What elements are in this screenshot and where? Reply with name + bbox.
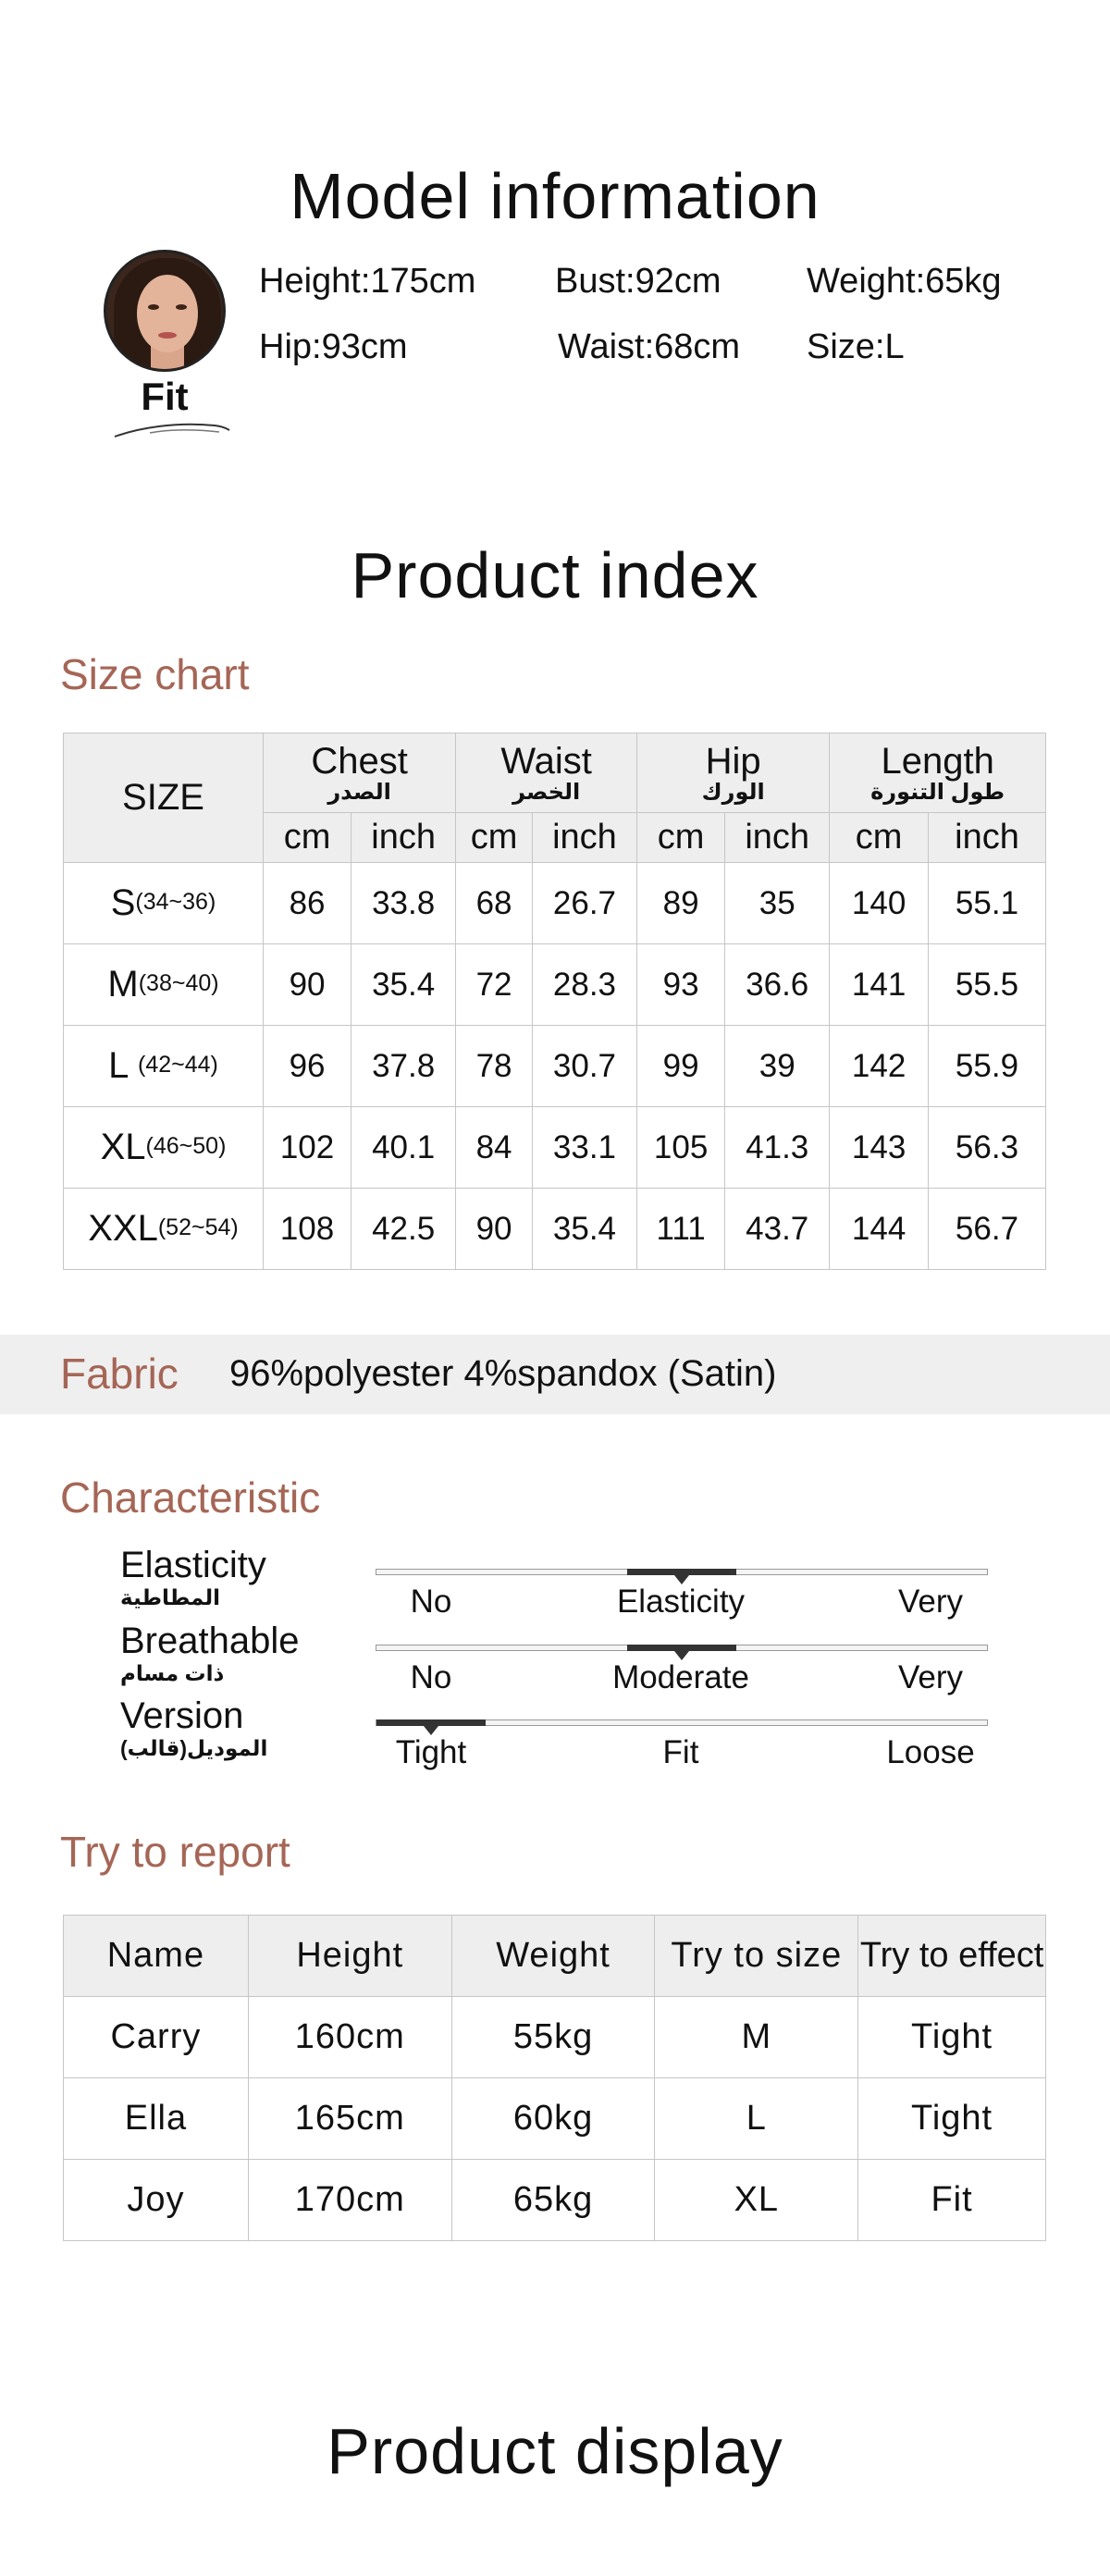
- characteristic-title: Characteristic: [60, 1473, 321, 1522]
- characteristic-level-marker: [627, 1569, 736, 1575]
- try-report-table: [63, 1915, 1046, 2241]
- table-cell: 42.5: [352, 1189, 456, 1270]
- table-header-row: [64, 1916, 1046, 1997]
- model-information-title: Model information: [290, 160, 820, 232]
- column-header: Name: [64, 1916, 249, 1997]
- table-cell: Fit: [858, 2160, 1046, 2241]
- column-header: Try to effect: [858, 1916, 1046, 1997]
- model-waist: Waist:68cm: [558, 327, 741, 366]
- table-cell: 56.7: [928, 1189, 1045, 1270]
- size-label: L (42~44): [64, 1026, 264, 1107]
- table-cell: 55kg: [451, 1997, 655, 2078]
- table-cell: 28.3: [532, 944, 636, 1026]
- characteristic-scale-label: Loose: [886, 1734, 975, 1770]
- characteristic-scale-label: No: [410, 1584, 452, 1620]
- table-cell: 55.9: [928, 1026, 1045, 1107]
- table-cell: 40.1: [352, 1107, 456, 1189]
- table-cell: 108: [264, 1189, 352, 1270]
- table-cell: L: [655, 2078, 858, 2160]
- table-cell: 90: [264, 944, 352, 1026]
- characteristic-name: Breathable: [120, 1621, 300, 1661]
- characteristic-scale-label: Fit: [662, 1734, 699, 1770]
- table-cell: 78: [456, 1026, 533, 1107]
- group-header-length: Length طول التنورة: [830, 733, 1046, 813]
- unit-header: cm: [264, 813, 352, 863]
- table-cell: 170cm: [248, 2160, 451, 2241]
- size-chart-table: [63, 733, 1046, 1270]
- table-cell: 140: [830, 863, 929, 944]
- table-cell: 55.1: [928, 863, 1045, 944]
- unit-header: inch: [928, 813, 1045, 863]
- characteristic-scale-label: Very: [897, 1584, 964, 1620]
- table-cell: 84: [456, 1107, 533, 1189]
- model-hip: Hip:93cm: [259, 327, 408, 366]
- table-cell: 141: [830, 944, 929, 1026]
- model-height: Height:175cm: [259, 262, 476, 301]
- model-bust: Bust:92cm: [555, 262, 722, 301]
- table-cell: 65kg: [451, 2160, 655, 2241]
- characteristic-scale-label: Very: [897, 1659, 964, 1695]
- fabric-value: 96%polyester 4%spandox (Satin): [229, 1353, 777, 1394]
- characteristic-scale-label: Moderate: [612, 1659, 749, 1695]
- table-cell: 39: [725, 1026, 830, 1107]
- characteristic-level-marker: [627, 1645, 736, 1651]
- table-row: [64, 1997, 1046, 2078]
- column-header: Try to size: [655, 1916, 858, 1997]
- table-cell: 93: [637, 944, 725, 1026]
- fabric-label: Fabric: [60, 1350, 179, 1398]
- size-label: XXL(52~54): [64, 1189, 264, 1270]
- model-avatar: [104, 250, 226, 372]
- table-cell: 33.8: [352, 863, 456, 944]
- size-header: SIZE: [64, 733, 264, 863]
- table-row: [64, 2078, 1046, 2160]
- table-cell: 56.3: [928, 1107, 1045, 1189]
- table-cell: 144: [830, 1189, 929, 1270]
- unit-header: inch: [532, 813, 636, 863]
- table-cell: 26.7: [532, 863, 636, 944]
- size-label: XL(46~50): [64, 1107, 264, 1189]
- product-display-title: Product display: [327, 2415, 783, 2487]
- fit-logo-label: Fit: [141, 375, 189, 418]
- characteristic-name: Version: [120, 1695, 244, 1736]
- table-cell: 102: [264, 1107, 352, 1189]
- table-cell: 99: [637, 1026, 725, 1107]
- table-cell: 142: [830, 1026, 929, 1107]
- table-cell: 90: [456, 1189, 533, 1270]
- table-cell: 165cm: [248, 2078, 451, 2160]
- table-row: [64, 2160, 1046, 2241]
- unit-header: inch: [352, 813, 456, 863]
- try-report-title: Try to report: [60, 1828, 290, 1876]
- unit-header: inch: [725, 813, 830, 863]
- table-cell: M: [655, 1997, 858, 2078]
- table-row: [64, 1107, 1046, 1189]
- table-cell: 160cm: [248, 1997, 451, 2078]
- characteristic-name: Elasticity: [120, 1545, 266, 1585]
- characteristic-name-arabic: المطاطية: [120, 1585, 220, 1609]
- characteristic-name-arabic: ذات مسام: [120, 1661, 225, 1685]
- table-row: [64, 1026, 1046, 1107]
- unit-header: cm: [637, 813, 725, 863]
- unit-header: cm: [830, 813, 929, 863]
- table-cell: 37.8: [352, 1026, 456, 1107]
- table-cell: 43.7: [725, 1189, 830, 1270]
- characteristic-name-arabic: الموديل(قالب): [120, 1736, 268, 1760]
- column-header: Height: [248, 1916, 451, 1997]
- table-row: [64, 1189, 1046, 1270]
- group-header-waist: Waist الخصر: [456, 733, 637, 813]
- table-row: [64, 944, 1046, 1026]
- table-cell: 33.1: [532, 1107, 636, 1189]
- size-label: S(34~36): [64, 863, 264, 944]
- group-header-chest: Chest الصدر: [264, 733, 456, 813]
- table-cell: 35: [725, 863, 830, 944]
- table-cell: 35.4: [352, 944, 456, 1026]
- table-cell: Tight: [858, 2078, 1046, 2160]
- table-cell: 86: [264, 863, 352, 944]
- characteristic-scale-label: Elasticity: [616, 1584, 746, 1620]
- table-cell: 105: [637, 1107, 725, 1189]
- characteristic-scale-label: No: [410, 1659, 452, 1695]
- table-cell: 96: [264, 1026, 352, 1107]
- table-cell: Ella: [64, 2078, 249, 2160]
- table-row: [64, 863, 1046, 944]
- table-cell: 30.7: [532, 1026, 636, 1107]
- table-cell: 68: [456, 863, 533, 944]
- size-label: M(38~40): [64, 944, 264, 1026]
- table-cell: 35.4: [532, 1189, 636, 1270]
- table-cell: Joy: [64, 2160, 249, 2241]
- table-cell: Tight: [858, 1997, 1046, 2078]
- column-header: Weight: [451, 1916, 655, 1997]
- table-cell: 41.3: [725, 1107, 830, 1189]
- table-cell: 111: [637, 1189, 725, 1270]
- table-cell: 60kg: [451, 2078, 655, 2160]
- size-chart-title: Size chart: [60, 650, 250, 698]
- table-cell: 36.6: [725, 944, 830, 1026]
- table-cell: 143: [830, 1107, 929, 1189]
- group-header-hip: Hip الورك: [637, 733, 830, 813]
- fit-swoosh-icon: [113, 418, 231, 440]
- model-weight: Weight:65kg: [807, 262, 1002, 301]
- table-cell: XL: [655, 2160, 858, 2241]
- unit-header: cm: [456, 813, 533, 863]
- table-cell: 89: [637, 863, 725, 944]
- characteristic-scale-label: Tight: [395, 1734, 467, 1770]
- product-index-title: Product index: [351, 539, 759, 611]
- characteristic-level-marker: [376, 1719, 486, 1726]
- table-cell: Carry: [64, 1997, 249, 2078]
- table-cell: 72: [456, 944, 533, 1026]
- table-cell: 55.5: [928, 944, 1045, 1026]
- model-size: Size:L: [807, 327, 905, 366]
